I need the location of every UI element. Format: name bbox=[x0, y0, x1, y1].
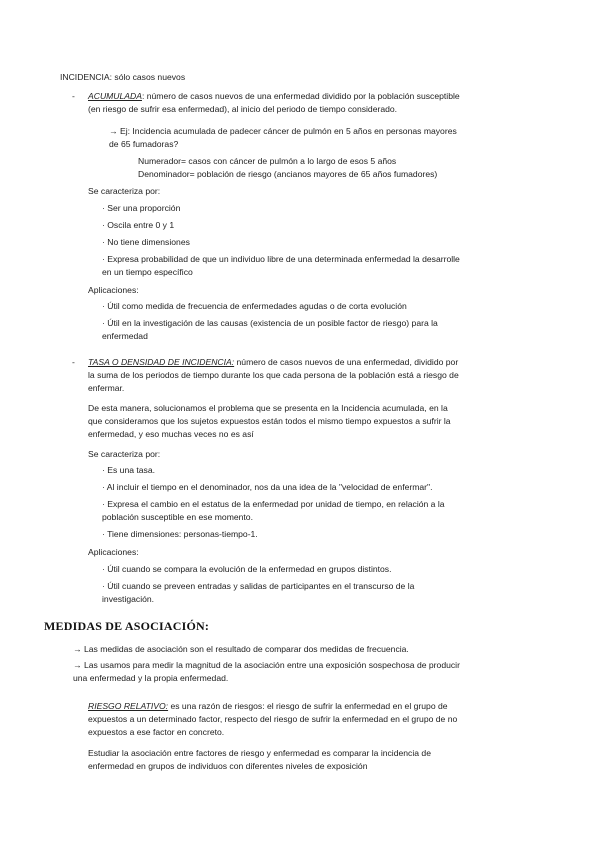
acumulada-def-line: : número de casos nuevos de una enfermedad dividido por la población susceptible bbox=[141, 91, 460, 101]
rr-line: es una razón de riesgos: el riesgo de sufrir la enfermedad en el grupo de bbox=[168, 701, 448, 711]
densidad-paragraph bbox=[88, 402, 451, 441]
rr-term: RIESGO RELATIVO: bbox=[88, 701, 169, 711]
rr-line: expuestos a ese factor en concreto. bbox=[88, 727, 225, 737]
acumulada-term: ACUMULADA bbox=[88, 91, 142, 101]
list-item: · Es una tasa. bbox=[102, 465, 156, 475]
list-item: · Útil cuando se preveen entradas y salidas de participantes en el transcurso de la bbox=[102, 581, 415, 591]
list-item: · Expresa el cambio en el estatus de la enfermedad por unidad de tiempo, en relación a la bbox=[102, 499, 445, 509]
acumulada-example bbox=[109, 125, 457, 151]
densidad-def-line: enfermar. bbox=[88, 383, 125, 393]
list-item: enfermedad bbox=[102, 331, 148, 341]
list-item: en un tiempo específico bbox=[102, 267, 193, 277]
intro-line: → Las medidas de asociación son el resultado de comparar dos medidas de frecuencia. bbox=[73, 644, 409, 654]
densidad-characterized-label: Se caracteriza por: bbox=[88, 449, 161, 459]
densidad-characteristics bbox=[102, 464, 445, 541]
numerator: Numerador= casos con cáncer de pulmón a lo largo de esos 5 años bbox=[138, 156, 397, 166]
numerator-denominator bbox=[138, 155, 437, 181]
list-item: · Expresa probabilidad de que un individuo libre de una determinada enfermedad la desarrolle bbox=[102, 254, 460, 264]
acumulada-applications-label: Aplicaciones: bbox=[88, 285, 139, 295]
acumulada-applications bbox=[102, 300, 438, 343]
denominator: Denominador= población de riesgo (ancianos mayores de 65 años fumadores) bbox=[138, 169, 438, 179]
list-item: investigación. bbox=[102, 594, 155, 604]
paragraph-line: De esta manera, solucionamos el problema que se presenta en la Incidencia acumulada, en la bbox=[88, 403, 448, 413]
example-line: → Ej: Incidencia acumulada de padecer cáncer de pulmón en 5 años en personas mayores bbox=[109, 126, 457, 136]
study-line: Estudiar la asociación entre factores de riesgo y enfermedad es comparar la incidencia de bbox=[88, 748, 431, 758]
list-item: · Útil cuando se compara la evolución de la enfermedad en grupos distintos. bbox=[102, 564, 392, 574]
densidad-applications-label: Aplicaciones: bbox=[88, 547, 139, 557]
list-item: · Tiene dimensiones: personas-tiempo-1. bbox=[102, 529, 258, 539]
medidas-intro bbox=[73, 643, 460, 685]
acumulada-def-line: (en riesgo de sufrir esa enfermedad), al inicio del periodo de tiempo considerado. bbox=[88, 104, 398, 114]
densidad-def-line: la suma de los periodos de tiempo durante los que cada persona de la población está a riesgo de bbox=[88, 370, 459, 380]
paragraph-line: que consideramos que los sujetos expuestos están todos el mismo tiempo expuestos a sufrir la bbox=[88, 416, 451, 426]
riesgo-relativo bbox=[88, 700, 457, 739]
rr-line: expuestos a un determinado factor, respecto del riesgo de sufrir la enfermedad en el grupo de no bbox=[88, 714, 458, 724]
acumulada-definition bbox=[88, 90, 460, 116]
intro-line: → Las usamos para medir la magnitud de la asociación entre una exposición sospechosa de producir bbox=[73, 660, 460, 670]
densidad-applications bbox=[102, 563, 414, 606]
densidad-term: TASA O DENSIDAD DE INCIDENCIA: bbox=[88, 357, 235, 367]
acumulada-characterized-label: Se caracteriza por: bbox=[88, 186, 161, 196]
list-item: · Útil como medida de frecuencia de enfermedades agudas o de corta evolución bbox=[102, 301, 407, 311]
study-paragraph bbox=[88, 747, 431, 773]
list-item: población susceptible en ese momento. bbox=[102, 512, 253, 522]
list-item: · Oscila entre 0 y 1 bbox=[102, 220, 175, 230]
list-item: · Al incluir el tiempo en el denominador, nos da una idea de la "velocidad de enfermar". bbox=[102, 482, 433, 492]
list-dash: - bbox=[72, 91, 75, 101]
example-line: de 65 fumadoras? bbox=[109, 139, 179, 149]
densidad-definition bbox=[88, 356, 459, 395]
acumulada-characteristics bbox=[102, 202, 460, 279]
study-line: enfermedad en grupos de individuos con diferentes niveles de exposición bbox=[88, 761, 368, 771]
densidad-def-line: número de casos nuevos de una enfermedad, dividido por bbox=[234, 357, 459, 367]
intro-line: una enfermedad y la propia enfermedad. bbox=[73, 673, 229, 683]
list-item: · Ser una proporción bbox=[102, 203, 181, 213]
section-title: INCIDENCIA: sólo casos nuevos bbox=[60, 72, 186, 82]
paragraph-line: enfermedad, y eso muchas veces no es así bbox=[88, 429, 254, 439]
list-dash: - bbox=[72, 357, 75, 367]
section-heading: MEDIDAS DE ASOCIACIÓN: bbox=[44, 619, 210, 633]
list-item: · No tiene dimensiones bbox=[102, 237, 190, 247]
list-item: · Útil en la investigación de las causas (existencia de un posible factor de riesgo) para la bbox=[102, 318, 438, 328]
